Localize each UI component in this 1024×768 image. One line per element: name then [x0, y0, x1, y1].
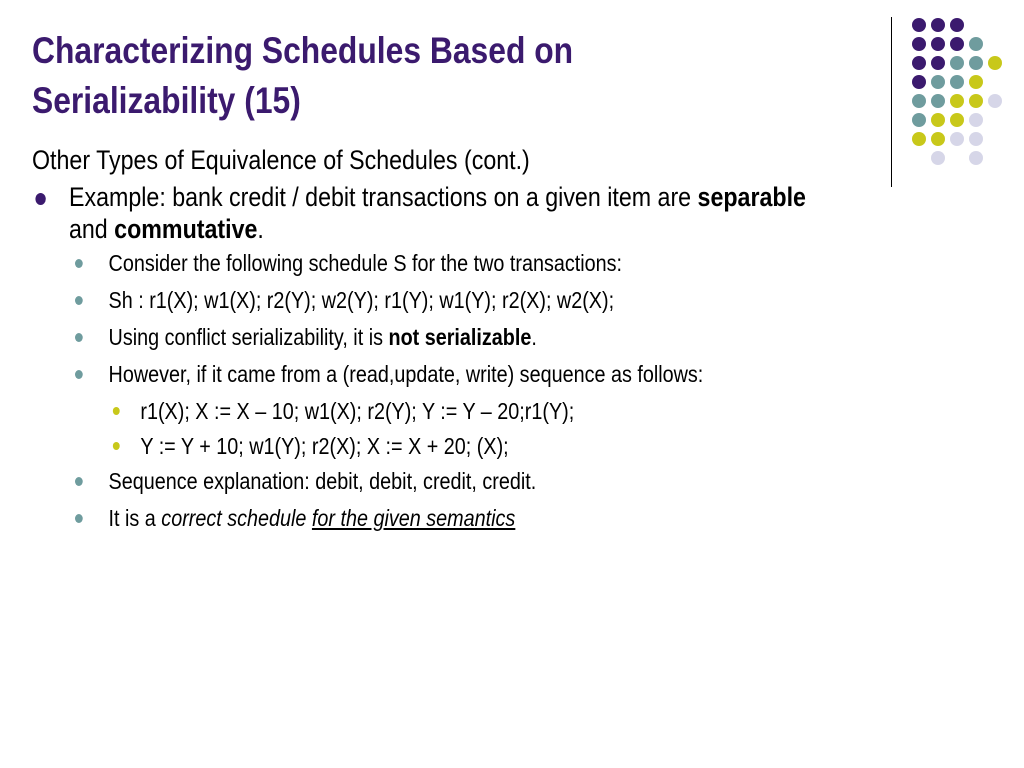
decor-dot	[950, 56, 964, 70]
decor-dot	[931, 75, 945, 89]
decor-dot	[988, 94, 1002, 108]
however-text: However, if it came from a (read,update, write) sequence as follows:	[108, 361, 704, 387]
title-line-2: Serializability (15)	[32, 80, 301, 121]
decor-dot	[950, 75, 964, 89]
decor-dot	[931, 151, 945, 165]
bullet-consider	[32, 249, 849, 278]
bullet-dot	[75, 259, 83, 268]
subtitle: Other Types of Equivalence of Schedules (cont.)	[32, 145, 530, 175]
slide-title	[32, 26, 746, 126]
title-line-1: Characterizing Schedules Based on	[32, 30, 574, 71]
decor-dot	[969, 56, 983, 70]
bullet-dot	[75, 370, 83, 379]
correct-text-before: It is a	[108, 505, 162, 531]
example-bold-separable: separable	[697, 182, 806, 212]
decor-dot	[912, 132, 926, 146]
decor-dot	[969, 132, 983, 146]
decor-dot	[969, 75, 983, 89]
bullet-conflict	[32, 323, 849, 352]
bullet-however	[32, 360, 849, 389]
decor-dot	[969, 94, 983, 108]
decor-dot	[950, 37, 964, 51]
sub-bullet-1	[32, 397, 849, 426]
decor-dot	[950, 132, 964, 146]
conflict-text-before: Using conflict serializability, it is	[108, 324, 389, 350]
decor-dot	[931, 94, 945, 108]
decor-dot	[950, 113, 964, 127]
decor-dot	[931, 37, 945, 51]
bullet-correct-schedule	[32, 504, 849, 533]
decor-dot	[931, 132, 945, 146]
sub-bullet-1-text: r1(X); X := X – 10; w1(X); r2(Y); Y := Y – 20;r1(Y);	[140, 398, 575, 424]
sequence-text: Sequence explanation: debit, debit, credit, credit.	[108, 468, 537, 494]
bullet-example	[32, 181, 849, 245]
decor-dot	[931, 18, 945, 32]
decor-dot	[912, 113, 926, 127]
decor-dot	[912, 18, 926, 32]
consider-text: Consider the following schedule S for the two transactions:	[108, 250, 623, 276]
bullet-dot	[35, 193, 45, 205]
decor-dot	[931, 113, 945, 127]
decor-dot	[969, 151, 983, 165]
bullet-sh-schedule	[32, 286, 849, 315]
decor-dot	[912, 94, 926, 108]
sub-bullet-2-text: Y := Y + 10; w1(Y); r2(X); X := X + 20; (X);	[140, 433, 509, 459]
bullet-dot	[75, 477, 83, 486]
decor-dot	[950, 94, 964, 108]
sub-bullet-2	[32, 432, 849, 461]
decor-dot	[912, 37, 926, 51]
decor-dot	[988, 56, 1002, 70]
conflict-text-after: .	[531, 324, 537, 350]
correct-underline: for the given semantics	[311, 505, 516, 531]
decor-dot	[912, 75, 926, 89]
decor-dot	[969, 37, 983, 51]
conflict-bold: not serializable	[388, 324, 532, 350]
example-text-middle: and	[68, 214, 115, 244]
decorative-dot-grid	[904, 10, 1014, 170]
slide-body	[32, 143, 849, 541]
bullet-dot	[75, 514, 83, 523]
bullet-sequence	[32, 467, 849, 496]
vertical-divider	[891, 17, 892, 187]
correct-italic: correct schedule	[161, 505, 307, 531]
sh-schedule-text: Sh : r1(X); w1(X); r2(Y); w2(Y); r1(Y); w1(Y); r2(X); w2(X);	[108, 287, 615, 313]
decor-dot	[950, 18, 964, 32]
decor-dot	[931, 56, 945, 70]
example-bold-commutative: commutative	[114, 214, 258, 244]
bullet-dot	[75, 296, 83, 305]
bullet-dot	[113, 442, 120, 450]
bullet-dot	[75, 333, 83, 342]
bullet-dot	[113, 407, 120, 415]
decor-dot	[912, 56, 926, 70]
example-text-before: Example: bank credit / debit transactions on a given item are	[68, 182, 698, 212]
example-text-after: .	[257, 214, 264, 244]
decor-dot	[969, 113, 983, 127]
